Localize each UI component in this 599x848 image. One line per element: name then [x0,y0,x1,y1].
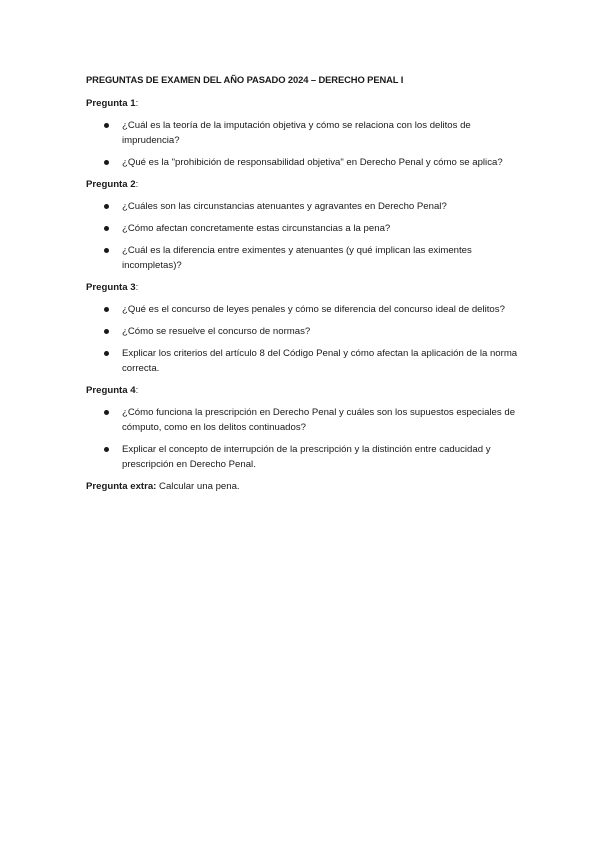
bullet-icon [104,329,109,334]
list-item-text: Explicar los criterios del artículo 8 del Código Penal y cómo afectan la aplicación de la norma correcta. [122,348,518,374]
list-item [86,243,526,273]
list-item [86,405,526,435]
question-4-list [86,405,526,472]
extra-question-label: Pregunta extra: [86,481,157,492]
question-2-heading: Pregunta 2: [86,179,139,190]
list-item [86,221,526,236]
list-item-text: ¿Qué es el concurso de leyes penales y cómo se diferencia del concurso ideal de delitos? [122,304,505,315]
question-3 [86,280,526,376]
question-1-heading: Pregunta 1: [86,98,139,109]
bullet-icon [104,204,109,209]
list-item [86,199,526,214]
list-item-text: ¿Cuál es la diferencia entre eximentes y atenuantes (y qué implican las eximentes incompletas)? [122,245,472,271]
question-4 [86,383,526,472]
list-item-text: ¿Cómo se resuelve el concurso de normas? [122,326,311,337]
extra-question-text: Calcular una pena. [159,481,240,492]
list-item [86,324,526,339]
question-1-list [86,118,526,170]
bullet-icon [104,160,109,165]
bullet-icon [104,447,109,452]
question-3-heading: Pregunta 3: [86,282,139,293]
list-item [86,346,526,376]
document-page [86,72,526,494]
question-3-heading-text: Pregunta 3 [86,282,136,293]
question-4-heading-text: Pregunta 4 [86,385,136,396]
bullet-icon [104,248,109,253]
list-item [86,118,526,148]
question-2-heading-text: Pregunta 2 [86,179,136,190]
question-4-heading: Pregunta 4: [86,385,139,396]
extra-question [86,479,526,494]
bullet-icon [104,123,109,128]
list-item-text: ¿Cuáles son las circunstancias atenuantes y agravantes en Derecho Penal? [122,201,447,212]
list-item [86,442,526,472]
list-item-text: ¿Cómo afectan concretamente estas circunstancias a la pena? [122,223,391,234]
list-item-text: ¿Qué es la "prohibición de responsabilidad objetiva" en Derecho Penal y cómo se aplica? [122,157,503,168]
document-title: PREGUNTAS DE EXAMEN DEL AÑO PASADO 2024 – DERECHO PENAL I [86,74,404,85]
question-2 [86,177,526,273]
list-item-text: ¿Cómo funciona la prescripción en Derecho Penal y cuáles son los supuestos especiales de cómputo, como en los delitos continuados? [122,407,516,433]
bullet-icon [104,351,109,356]
bullet-icon [104,226,109,231]
list-item-text: Explicar el concepto de interrupción de la prescripción y la distinción entre caducidad y prescripción en Derecho Penal. [122,444,491,470]
bullet-icon [104,410,109,415]
list-item [86,302,526,317]
question-3-list [86,302,526,376]
bullet-icon [104,307,109,312]
question-1 [86,96,526,170]
question-2-list [86,199,526,273]
list-item-text: ¿Cuál es la teoría de la imputación objetiva y cómo se relaciona con los delitos de imprudencia? [122,120,471,146]
question-1-heading-text: Pregunta 1 [86,98,136,109]
list-item [86,155,526,170]
